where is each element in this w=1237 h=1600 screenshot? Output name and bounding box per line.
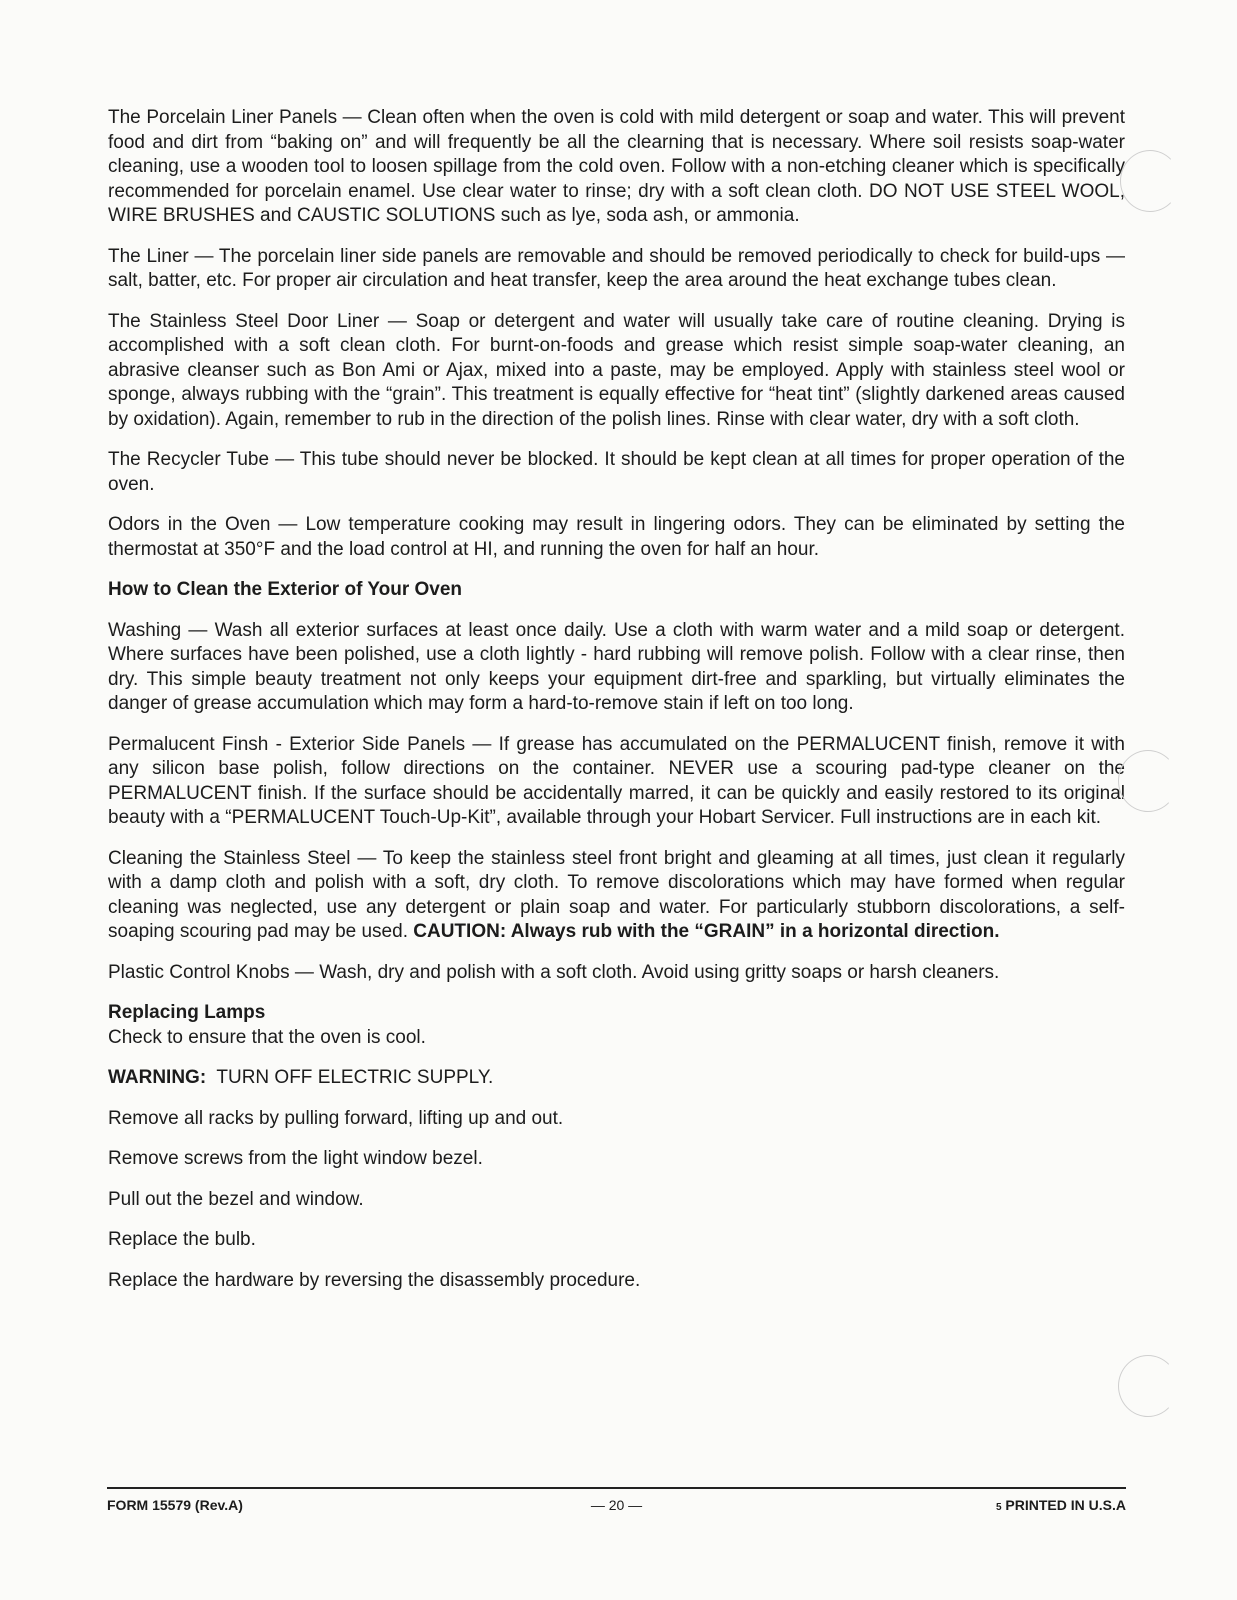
step-3: Pull out the bezel and window. [108,1188,364,1210]
printed-text: PRINTED IN U.S.A [1005,1497,1126,1513]
paragraph-recycler-tube: The Recycler Tube — This tube should never be blocked. It should be kept clean at all times for proper operation of the oven. [108,449,1125,495]
paragraph-control-knobs: Plastic Control Knobs — Wash, dry and polish with a soft cloth. Avoid using gritty soaps or harsh cleaners. [108,961,1000,983]
punch-hole-bottom [1118,1355,1178,1417]
warning-text: TURN OFF ELECTRIC SUPPLY. [216,1067,494,1088]
page-number: — 20 — [590,1497,643,1513]
step-1: Remove all racks by pulling forward, lifting up and out. [108,1107,564,1129]
step-4: Replace the bulb. [108,1229,256,1250]
heading-exterior: How to Clean the Exterior of Your Oven [108,579,463,600]
printed-prefix: 5 [995,1502,1002,1513]
heading-replacing-lamps: Replacing Lamps [108,1002,266,1023]
paragraph-door-liner: The Stainless Steel Door Liner — Soap or detergent and water will usually take care of routine cleaning. Drying is accomplished with a soft clean cloth. For burnt-on-foods and grease which resist simple soap-water cleaning, an abrasive cleanser such as Bon Ami or Ajax, mixed into a paste, may be employed. Apply with stainless steel wool or sponge, always rubbing with the “grain”. This treatment is equally effective for “heat tint” (slightly darkened areas caused by oxidation). Again, remember to rub in the direction of the polish lines. Rinse with clear water, dry with a soft cloth. [108,310,1125,430]
paragraph-permalucent: Permalucent Finsh - Exterior Side Panels — If grease has accumulated on the PERMALUCENT finish, remove it with any silicon base polish, follow directions on the container. NEVER use a scouring pad-type cleaner on the PERMALUCENT finish. If the surface should be accidentally marred, it can be quickly and easily restored to its original beauty with a “PERMALUCENT Touch-Up-Kit”, available through your Hobart Servicer. Full instructions are in each kit. [108,733,1125,828]
stainless-text: Cleaning the Stainless Steel — To keep the stainless steel front bright and gleaming at all times, just clean it regularly with a damp cloth and polish with a soft, dry cloth. To remove discolorations which may have formed when regular cleaning was neglected, use any detergent or plain soap and water. For particularly stubborn discolorations, a self-soaping scouring pad may be used. [108,847,1125,942]
printed-in [996,1497,1126,1513]
step-5: Replace the hardware by reversing the disassembly procedure. [108,1269,641,1291]
warning-label: WARNING: [108,1067,207,1088]
warning-line [108,1066,1125,1091]
page-body [108,106,1125,1309]
step-2: Remove screws from the light window bezel. [108,1148,483,1169]
paragraph-stainless-steel [108,847,1125,945]
paragraph-porcelain-liner: The Porcelain Liner Panels — Clean often when the oven is cold with mild detergent or soap and water. This will prevent food and dirt from “baking on” and will frequently be all the clearning that is necessary. Where soil resists soap-water cleaning, use a wooden tool to loosen spillage from the cold oven. Follow with a non-etching cleaner which is specifically recommended for porcelain enamel. Use clear water to rinse; dry with a soft clean cloth. DO NOT USE STEEL WOOL, WIRE BRUSHES and CAUSTIC SOLUTIONS such as lye, soda ash, or ammonia. [108,107,1125,226]
punch-hole-top [1120,150,1180,212]
paragraph-odors: Odors in the Oven — Low temperature cooking may result in lingering odors. They can be eliminated by setting the thermostat at 350°F and the load control at HI, and running the oven for half an hour. [108,514,1125,560]
form-number: FORM 15579 (Rev.A) [107,1497,243,1513]
paragraph-washing: Washing — Wash all exterior surfaces at least once daily. Use a cloth with warm water and a mild soap or detergent. Where surfaces have been polished, use a cloth lightly - hard rubbing will remove polish. Follow with a clear rinse, then dry. This simple beauty treatment not only keeps your equipment dirt-free and sparkling, but virtually eliminates the danger of grease accumulation which may form a hard-to-remove stain if left on too long. [108,619,1125,714]
footer [107,1497,1126,1517]
punch-hole-middle [1118,750,1178,812]
lamps-intro: Check to ensure that the oven is cool. [108,1026,426,1048]
stainless-caution: CAUTION: Always rub with the “GRAIN” in a horizontal direction. [413,921,1000,942]
footer-divider [107,1487,1126,1489]
paragraph-liner: The Liner — The porcelain liner side panels are removable and should be removed periodically to check for build-ups — salt, batter, etc. For proper air circulation and heat transfer, keep the area around the heat exchange tubes clean. [108,245,1125,291]
